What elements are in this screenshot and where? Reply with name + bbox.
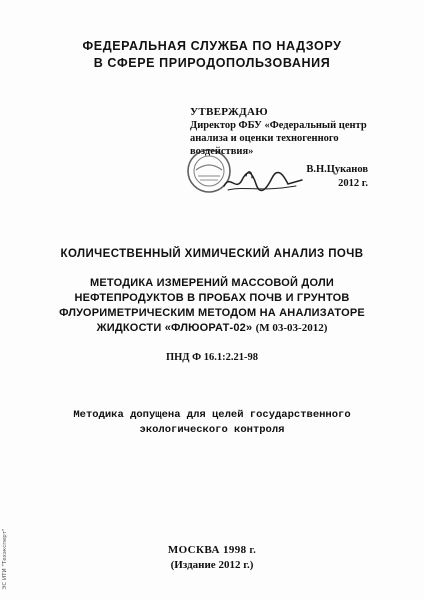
note-line-1: Методика допущена для целей государственного [73, 409, 351, 421]
approval-note [0, 408, 424, 438]
title-line-1: МЕТОДИКА ИЗМЕРЕНИЙ МАССОВОЙ ДОЛИ [90, 277, 334, 289]
approval-role-line-1: Директор ФБУ «Федеральный центр [190, 120, 367, 131]
handwritten-signature-icon [222, 166, 304, 194]
watermark-label: ЭС ИТИ "Техэксперт" [2, 528, 8, 590]
agency-line-2: В СФЕРЕ ПРИРОДОПОЛЬЗОВАНИЯ [93, 56, 331, 70]
publication-footer [0, 543, 424, 572]
note-line-2: экологического контроля [139, 424, 285, 436]
agency-header [0, 38, 424, 72]
city-year-text: МОСКВА 1998 [167, 544, 247, 556]
agency-line-1: ФЕДЕРАЛЬНАЯ СЛУЖБА ПО НАДЗОРУ [82, 39, 342, 53]
title-line-4 [30, 321, 394, 336]
title-line-2: НЕФТЕПРОДУКТОВ В ПРОБАХ ПОЧВ И ГРУНТОВ [74, 292, 350, 304]
title-line-3: ФЛУОРИМЕТРИЧЕСКИМ МЕТОДОМ НА АНАЛИЗАТОРЕ [59, 307, 365, 319]
approval-role-line-2: анализа и оценки техногенного [190, 133, 339, 144]
method-title [30, 276, 394, 336]
method-code: (М 03-03-2012) [255, 322, 328, 334]
city-year [0, 543, 424, 558]
approval-role-line-3: воздействия» [190, 146, 254, 157]
analysis-category: КОЛИЧЕСТВЕННЫЙ ХИМИЧЕСКИЙ АНАЛИЗ ПОЧВ [60, 248, 364, 260]
title-line-4-text: ЖИДКОСТИ «ФЛЮОРАТ-02» [96, 322, 253, 334]
document-number: ПНД Ф 16.1:2.21-98 [165, 352, 259, 363]
signer-name: В.Н.Цуканов [306, 164, 368, 175]
edition-info: (Издание 2012 г.) [170, 559, 254, 571]
city-year-suffix: г. [246, 545, 257, 556]
approval-heading: УТВЕРЖДАЮ [190, 106, 268, 118]
approval-year: 2012 г. [338, 178, 368, 189]
